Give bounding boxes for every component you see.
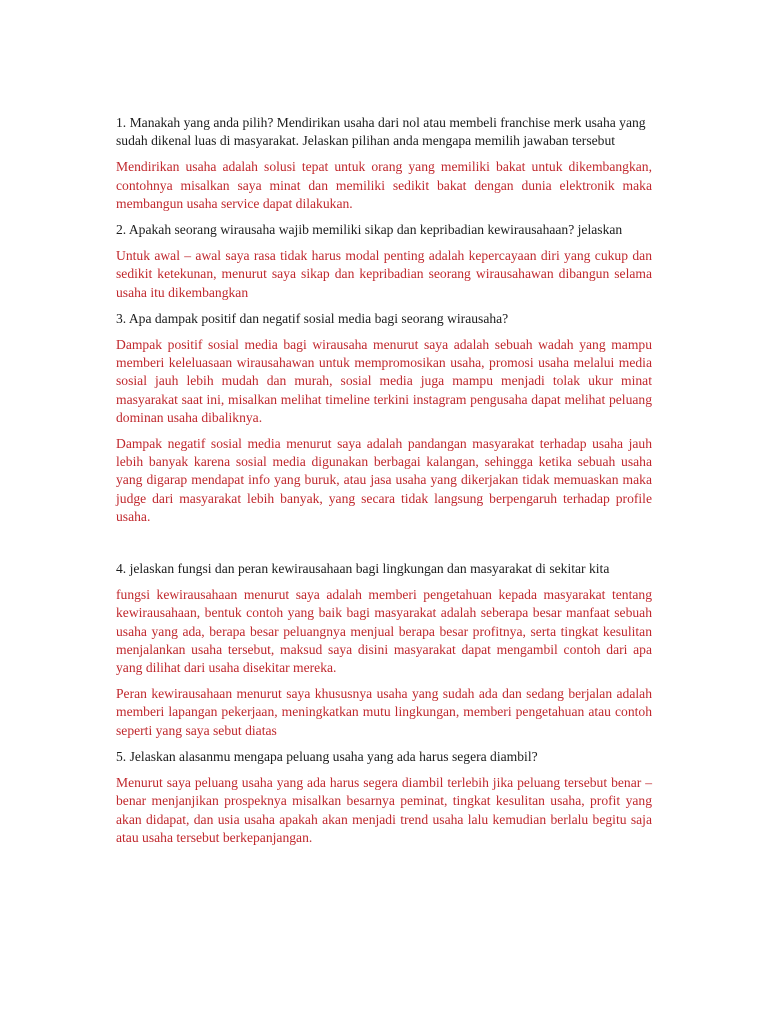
question-3: 3. Apa dampak positif dan negatif sosial media bagi seorang wirausaha? [116, 310, 509, 326]
answer-1: Mendirikan usaha adalah solusi tepat untuk orang yang memiliki bakat untuk dikembangkan, contohnya misalkan saya minat dan memiliki sedikit bakat dengan dunia elektronik maka membangun usaha service dapat dilakukan. [116, 159, 652, 211]
answer-2: Untuk awal – awal saya rasa tidak harus modal penting adalah kepercayaan diri yang cukup dan sedikit ketekunan, menurut saya sikap dan kepribadian seorang wirausahawan dibangun selama usaha itu dikembangkan [116, 248, 652, 300]
blank-line [116, 534, 652, 560]
answer-4-function: fungsi kewirausahaan menurut saya adalah memberi pengetahuan kepada masyarakat tentang kewirausahaan, bentuk contoh yang baik bagi masyarakat adalah seberapa besar manfaat sebuah usaha yang ada, berapa besar peluangnya menjual berapa besar profitnya, serta tingkat kesulitan menjalankan usaha tersebut, maksud saya disini masyarakat dapat mengambil contoh dari apa yang dilihat dari usaha disekitar mereka. [116, 587, 652, 676]
document-page [116, 114, 652, 855]
question-1: 1. Manakah yang anda pilih? Mendirikan usaha dari nol atau membeli franchise merk usaha yang sudah dikenal luas di masyarakat. Jelaskan pilihan anda mengapa memilih jawaban tersebut [116, 115, 646, 149]
answer-4-role: Peran kewirausahaan menurut saya khususnya usaha yang sudah ada dan sedang berjalan adalah memberi lapangan pekerjaan, meningkatkan mutu lingkungan, memberi pengetahuan atau contoh seperti yang saya sebut diatas [116, 686, 652, 738]
question-2: 2. Apakah seorang wirausaha wajib memiliki sikap dan kepribadian kewirausahaan? jelaskan [116, 222, 623, 238]
answer-3-positive: Dampak positif sosial media bagi wirausaha menurut saya adalah sebuah wadah yang mampu memberi keleluasaan wirausahawan untuk mempromosikan usaha, promosi usaha melalui media sosial jauh lebih mudah dan murah, sosial media juga mampu menjadi tolak ukur minat masyarakat saat ini, misalkan melihat timeline terkini instagram pengusaha dapat melihat peluang dominan usaha dibaliknya. [116, 337, 652, 425]
question-5: 5. Jelaskan alasanmu mengapa peluang usaha yang ada harus segera diambil? [116, 748, 538, 764]
answer-3-negative: Dampak negatif sosial media menurut saya adalah pandangan masyarakat terhadap usaha jauh lebih banyak karena sosial media digunakan berbagai kalangan, sehingga ketika sebuah usaha yang digarap mendapat info yang buruk, atau jasa usaha yang dikerjakan tidak memuaskan maka judge dari masyarakat lebih banyak, yang secara tidak langsung berpengaruh terhadap profile usaha. [116, 436, 652, 524]
question-4: 4. jelaskan fungsi dan peran kewirausahaan bagi lingkungan dan masyarakat di sekitar kita [116, 561, 610, 577]
answer-5: Menurut saya peluang usaha yang ada harus segera diambil terlebih jika peluang tersebut benar – benar menjanjikan prospeknya misalkan besarnya peminat, tingkat kesulitan usaha, profit yang akan didapat, dan usia usaha apakah akan menjadi trend usaha lalu kemudian berlalu begitu saja atau usaha tersebut berkepanjangan. [116, 775, 652, 845]
